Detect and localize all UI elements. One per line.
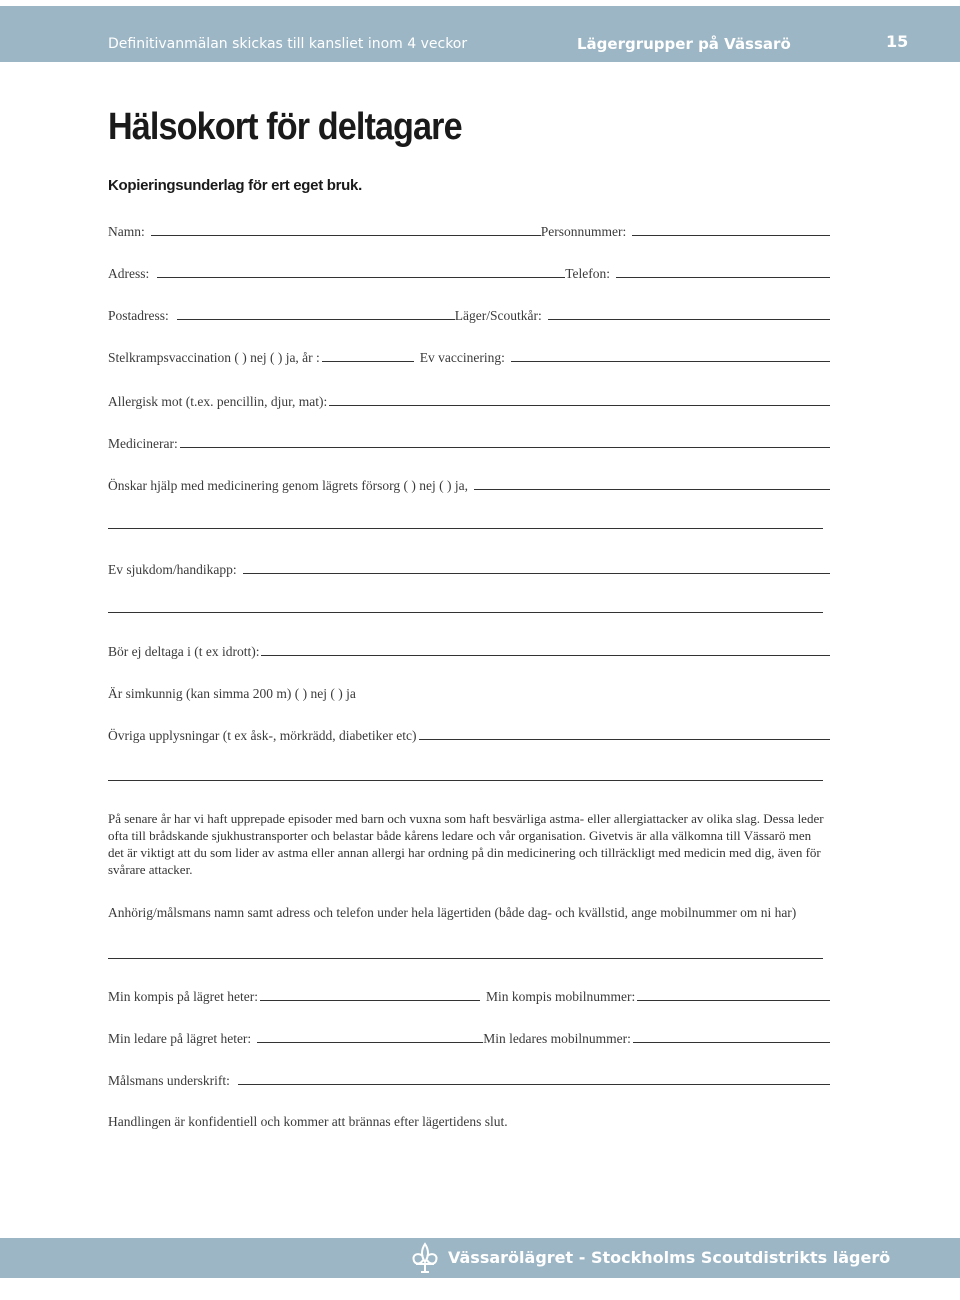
field-ledare[interactable] [257, 1042, 483, 1043]
field-onskar-hjalp-extra[interactable] [108, 528, 823, 529]
label-bor-ej: Bör ej deltaga i (t ex idrott): [108, 644, 260, 659]
field-medicinerar[interactable] [180, 447, 830, 448]
page-subtitle: Kopieringsunderlag för ert eget bruk. [108, 177, 362, 194]
row-bor-ej [108, 640, 830, 660]
field-kompis[interactable] [260, 1000, 480, 1001]
label-ovriga: Övriga upplysningar (t ex åsk-, mörkrädd, diabetiker etc) [108, 728, 417, 743]
label-telefon: Telefon: [565, 266, 611, 281]
row-allergisk [108, 390, 830, 410]
field-ovriga-extra[interactable] [108, 780, 823, 781]
row-sjukdom [108, 558, 830, 578]
field-sjukdom[interactable] [243, 573, 830, 574]
label-ev-vaccinering: Ev vaccinering: [419, 350, 505, 365]
row-simkunnig [108, 682, 830, 702]
label-anhorig: Anhörig/målsmans namn samt adress och telefon under hela lägertiden (både dag- och kvällstid, ange mobilnummer om ni har) [108, 905, 797, 920]
field-onskar-hjalp[interactable] [474, 489, 830, 490]
header-bar [0, 6, 960, 62]
row-postadress [108, 304, 830, 324]
footer-bar [0, 1238, 960, 1278]
field-underskrift[interactable] [238, 1084, 830, 1085]
label-adress: Adress: [108, 266, 150, 281]
label-ledare-mobil: Min ledares mobilnummer: [483, 1031, 631, 1046]
header-notice: Definitivanmälan skickas till kansliet inom 4 veckor [108, 36, 468, 52]
field-adress[interactable] [157, 277, 565, 278]
field-ovriga[interactable] [419, 739, 830, 740]
row-onskar-hjalp [108, 474, 830, 494]
row-adress [108, 262, 830, 282]
row-konfidentiell [108, 1110, 830, 1130]
label-personnummer: Personnummer: [540, 224, 627, 239]
field-ledare-mobil[interactable] [633, 1042, 830, 1043]
field-allergisk[interactable] [329, 405, 830, 406]
field-telefon[interactable] [616, 277, 830, 278]
row-ovriga [108, 724, 830, 744]
field-stelkramp-ar[interactable] [322, 361, 414, 362]
label-kompis-mobil: Min kompis mobilnummer: [485, 989, 636, 1004]
field-lager-scoutkar[interactable] [548, 319, 830, 320]
field-kompis-mobil[interactable] [637, 1000, 830, 1001]
scout-lily-icon [410, 1242, 440, 1274]
label-kompis: Min kompis på lägret heter: [108, 989, 258, 1004]
field-anhorig[interactable] [108, 958, 823, 959]
row-medicinerar [108, 432, 830, 452]
page-title: Hälsokort för deltagare [108, 106, 462, 148]
label-medicinerar: Medicinerar: [108, 436, 178, 451]
header-section: Lägergrupper på Vässarö [577, 35, 791, 53]
label-konfidentiell: Handlingen är konfidentiell och kommer att brännas efter lägertidens slut. [108, 1114, 508, 1129]
field-personnummer[interactable] [632, 235, 830, 236]
field-bor-ej[interactable] [261, 655, 830, 656]
footer-text: Vässarölägret - Stockholms Scoutdistrikts lägerö [448, 1248, 891, 1267]
row-anhorig [108, 901, 868, 921]
row-namn [108, 220, 830, 240]
label-lager-scoutkar: Läger/Scoutkår: [454, 308, 542, 323]
page-number: 15 [886, 32, 909, 51]
row-underskrift [108, 1069, 830, 1089]
field-postadress[interactable] [177, 319, 455, 320]
label-sjukdom: Ev sjukdom/handikapp: [108, 562, 237, 577]
label-underskrift: Målsmans underskrift: [108, 1073, 230, 1088]
label-namn: Namn: [108, 224, 145, 239]
field-namn[interactable] [151, 235, 541, 236]
label-onskar-hjalp: Önskar hjälp med medicinering genom lägrets försorg ( ) nej ( ) ja, [108, 478, 469, 493]
field-sjukdom-extra[interactable] [108, 612, 823, 613]
label-simkunnig: Är simkunnig (kan simma 200 m) ( ) nej ( ) ja [108, 686, 356, 701]
row-ledare [108, 1027, 830, 1047]
label-stelkramp: Stelkrampsvaccination ( ) nej ( ) ja, år : [108, 350, 320, 365]
label-postadress: Postadress: [108, 308, 169, 323]
info-paragraph: På senare år har vi haft upprepade episoder med barn och vuxna som haft besvärliga astma- eller allergiattacker av olika slag. Dessa leder ofta till brådskande sjukhustransporter och belastar både kårens ledare och vår organisation. Givetvis är alla välkomna till Vässarö men det är viktigt att du som lider av astma eller annan allergi har ordning på din medicinering och tillräckligt med medicin med dig, även för svårare attacker. [108, 811, 824, 877]
label-allergisk: Allergisk mot (t.ex. pencillin, djur, mat): [108, 394, 328, 409]
field-ev-vaccinering[interactable] [511, 361, 830, 362]
row-stelkramp [108, 346, 830, 366]
row-kompis [108, 985, 830, 1005]
label-ledare: Min ledare på lägret heter: [108, 1031, 252, 1046]
